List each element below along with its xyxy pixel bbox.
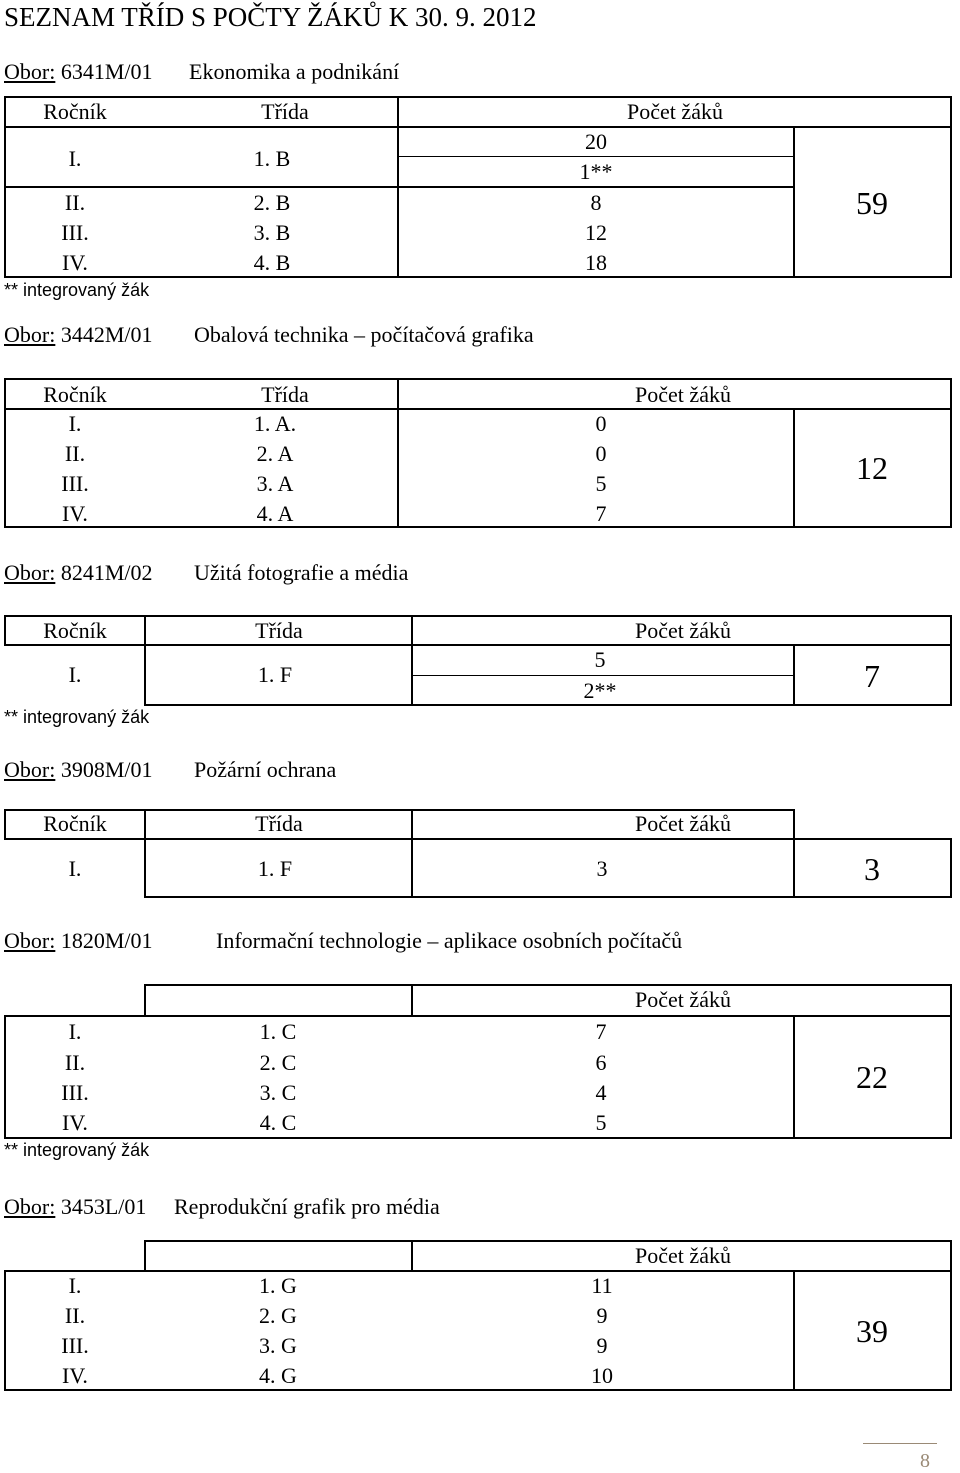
cell-trida: 1. B: [253, 146, 291, 171]
table-rule: [144, 615, 146, 706]
header-pocet: Počet žáků: [627, 99, 723, 124]
cell-rocnik: IV.: [62, 1363, 88, 1388]
header-pocet: Počet žáků: [635, 618, 731, 643]
cell-trida: 4. A: [256, 501, 294, 526]
table-rule: [793, 126, 795, 278]
table-rule: [4, 1015, 952, 1017]
cell-trida: 3. A: [256, 471, 294, 496]
table-rule: [144, 1240, 146, 1272]
table-rule: [144, 704, 952, 706]
obor-heading: Obor: 3442M/01 Obalová technika – počítačová grafika: [4, 322, 534, 347]
table-rule: [4, 838, 952, 840]
table-rule: [793, 809, 795, 898]
header-pocet: Počet žáků: [635, 987, 731, 1012]
header-trida: Třída: [261, 99, 309, 124]
table-rule: [4, 615, 6, 646]
table-rule: [4, 186, 794, 188]
cell-rocnik: IV.: [62, 250, 88, 275]
cell-trida: 3. B: [253, 220, 291, 245]
table-rule: [950, 838, 952, 898]
table-rule: [4, 1137, 952, 1139]
table-rule: [144, 896, 952, 898]
obor-heading: Obor: 3908M/01 Požární ochrana: [4, 757, 337, 782]
table-rule: [144, 809, 146, 898]
cell-pocet: 5: [595, 471, 607, 496]
obor-heading: Obor: 8241M/02 Užitá fotografie a média: [4, 560, 409, 585]
table-rule: [397, 96, 399, 278]
cell-pocet: 9: [596, 1333, 608, 1358]
table-rule: [793, 408, 795, 528]
cell-rocnik: II.: [64, 1303, 86, 1328]
cell-rocnik: III.: [61, 471, 89, 496]
cell-trida: 2. B: [253, 190, 291, 215]
cell-pocet: 5: [595, 1110, 607, 1135]
cell-trida: 1. F: [257, 856, 293, 881]
page-number-rule: [863, 1443, 937, 1444]
cell-trida: 4. G: [259, 1363, 297, 1388]
total-count: 22: [856, 1059, 888, 1095]
table-rule: [4, 1389, 952, 1391]
table-rule: [4, 1015, 6, 1139]
table-rule: [398, 156, 794, 157]
cell-pocet: 7: [595, 501, 607, 526]
table-rule: [4, 378, 952, 380]
page-number: 8: [920, 1450, 930, 1472]
table-rule: [411, 984, 413, 1017]
cell-trida: 3. C: [259, 1080, 297, 1105]
header-pocet: Počet žáků: [635, 1243, 731, 1268]
table-rule: [4, 96, 952, 98]
table-rule: [4, 276, 952, 278]
table-rule: [950, 615, 952, 706]
cell-pocet: 9: [596, 1303, 608, 1328]
table-rule: [397, 378, 399, 528]
cell-rocnik: I.: [68, 1273, 82, 1298]
table-rule: [144, 1240, 952, 1242]
obor-heading: Obor: 3453L/01 Reprodukční grafik pro média: [4, 1194, 440, 1219]
table-rule: [4, 408, 952, 410]
cell-rocnik: III.: [61, 1080, 89, 1105]
table-rule: [4, 1270, 952, 1272]
total-count: 12: [856, 450, 888, 486]
cell-pocet: 3: [596, 856, 608, 881]
cell-pocet: 10: [591, 1363, 613, 1388]
cell-pocet: 6: [595, 1050, 607, 1075]
cell-pocet: 12: [585, 220, 607, 245]
cell-pocet: 1**: [579, 159, 613, 184]
cell-rocnik: I.: [68, 1019, 82, 1044]
table-rule: [4, 615, 952, 617]
table-rule: [411, 809, 413, 898]
cell-pocet: 7: [595, 1019, 607, 1044]
footnote: ** integrovaný žák: [4, 1140, 150, 1160]
cell-rocnik: IV.: [62, 501, 88, 526]
cell-pocet: 2**: [583, 678, 617, 703]
table-rule: [4, 526, 952, 528]
table-rule: [412, 675, 794, 676]
cell-pocet: 11: [591, 1273, 613, 1298]
cell-trida: 2. A: [256, 441, 294, 466]
table-rule: [793, 644, 795, 706]
header-trida: Třída: [261, 382, 309, 407]
table-rule: [793, 1270, 795, 1391]
total-count: 39: [856, 1313, 888, 1349]
table-rule: [793, 1015, 795, 1139]
header-pocet: Počet žáků: [635, 811, 731, 836]
cell-pocet: 5: [594, 647, 606, 672]
table-rule: [950, 378, 952, 528]
cell-pocet: 0: [595, 411, 607, 436]
cell-pocet: 8: [590, 190, 602, 215]
table-rule: [4, 126, 952, 128]
cell-pocet: 18: [585, 250, 607, 275]
table-rule: [950, 1240, 952, 1391]
table-rule: [4, 378, 6, 528]
header-trida: Třída: [255, 618, 303, 643]
table-rule: [4, 96, 6, 278]
table-rule: [4, 644, 952, 646]
header-pocet: Počet žáků: [635, 382, 731, 407]
obor-heading: Obor: 6341M/01 Ekonomika a podnikání: [4, 59, 400, 84]
cell-trida: 2. C: [259, 1050, 297, 1075]
cell-trida: 3. G: [259, 1333, 297, 1358]
header-rocnik: Ročník: [43, 99, 107, 124]
header-rocnik: Ročník: [43, 618, 107, 643]
table-rule: [950, 96, 952, 278]
cell-pocet: 4: [595, 1080, 607, 1105]
total-count: 3: [864, 851, 880, 887]
cell-rocnik: II.: [64, 441, 86, 466]
cell-trida: 1. F: [257, 662, 293, 687]
table-rule: [4, 809, 6, 840]
cell-trida: 1. G: [259, 1273, 297, 1298]
footnote: ** integrovaný žák: [4, 280, 150, 300]
cell-rocnik: II.: [64, 1050, 86, 1075]
footnote: ** integrovaný žák: [4, 707, 150, 727]
cell-rocnik: II.: [64, 190, 86, 215]
cell-trida: 1. A.: [253, 411, 297, 436]
table-rule: [411, 615, 413, 706]
cell-rocnik: III.: [61, 1333, 89, 1358]
header-rocnik: Ročník: [43, 382, 107, 407]
cell-trida: 4. C: [259, 1110, 297, 1135]
header-trida: Třída: [255, 811, 303, 836]
cell-trida: 4. B: [253, 250, 291, 275]
cell-pocet: 0: [595, 441, 607, 466]
cell-rocnik: I.: [68, 411, 82, 436]
header-rocnik: Ročník: [43, 811, 107, 836]
table-rule: [144, 984, 146, 1017]
cell-rocnik: III.: [61, 220, 89, 245]
table-rule: [4, 1270, 6, 1391]
cell-trida: 2. G: [259, 1303, 297, 1328]
page-title: SEZNAM TŘÍD S POČTY ŽÁKŮ K 30. 9. 2012: [4, 2, 537, 32]
table-rule: [144, 984, 952, 986]
table-rule: [950, 984, 952, 1139]
cell-rocnik: I.: [68, 856, 82, 881]
cell-rocnik: I.: [68, 662, 82, 687]
table-rule: [411, 1240, 413, 1272]
cell-trida: 1. C: [259, 1019, 297, 1044]
cell-rocnik: IV.: [62, 1110, 88, 1135]
cell-rocnik: I.: [68, 146, 82, 171]
total-count: 59: [856, 185, 888, 221]
cell-pocet: 20: [585, 129, 607, 154]
total-count: 7: [864, 658, 880, 694]
obor-heading: Obor: 1820M/01 Informační technologie – aplikace osobních počítačů: [4, 928, 683, 953]
